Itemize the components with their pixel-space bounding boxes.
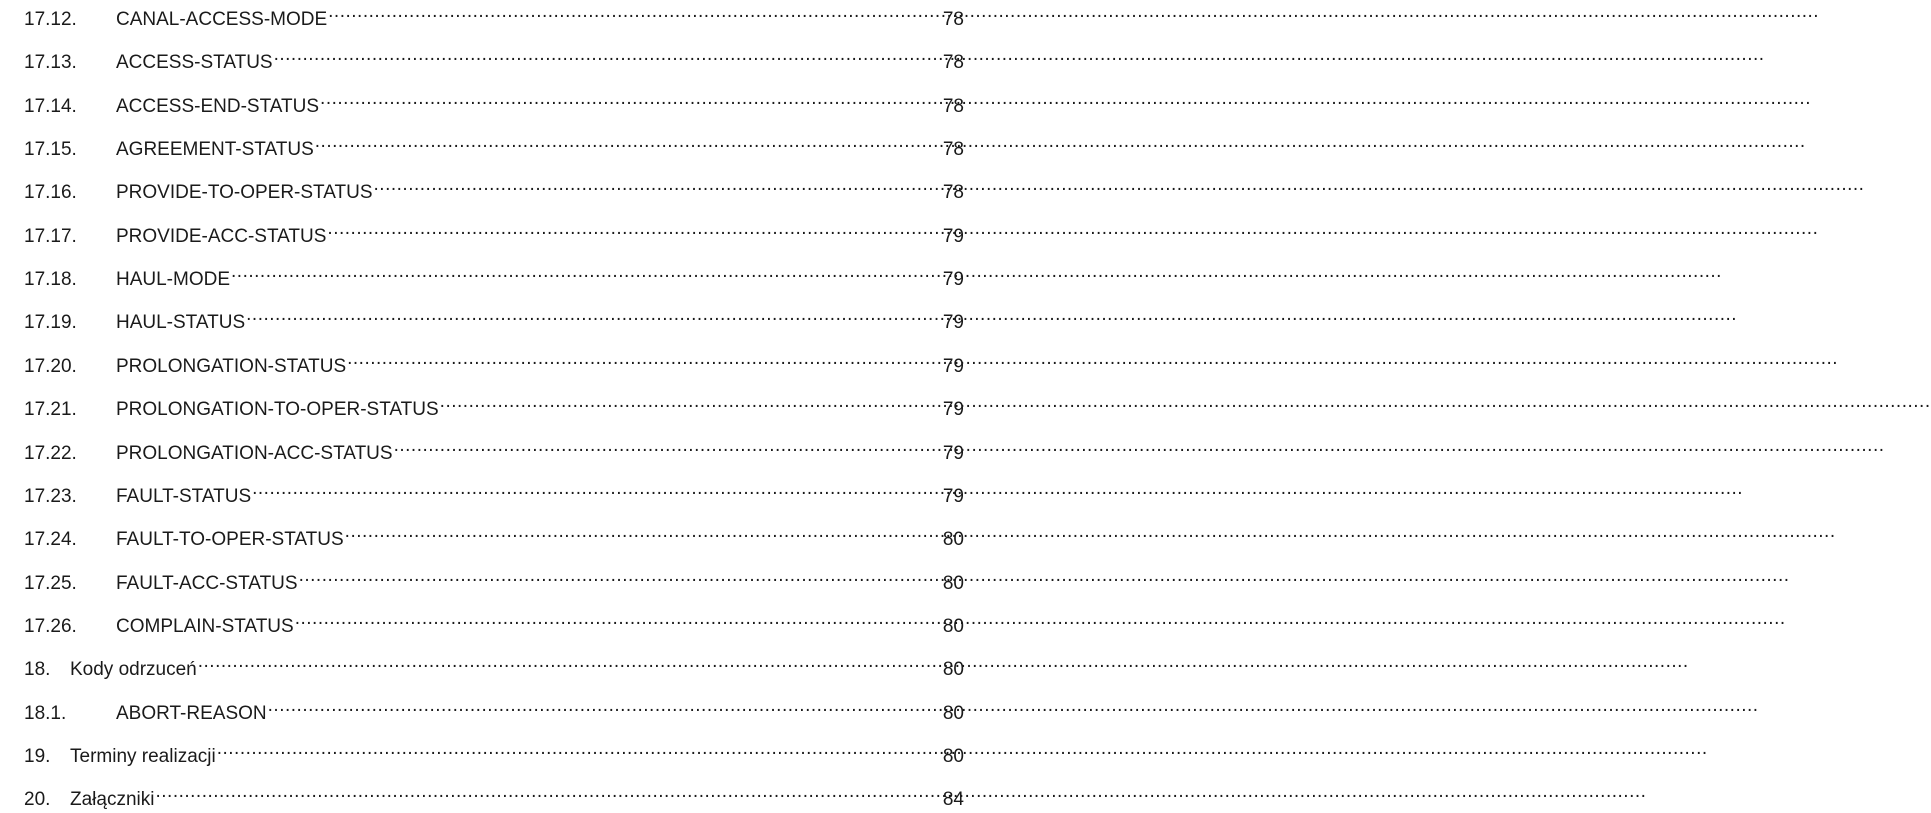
toc-dot-leader — [315, 129, 936, 155]
toc-entry-page-number[interactable]: 79 — [942, 355, 964, 377]
toc-dot-leader — [299, 563, 936, 589]
toc-entry-title[interactable]: Kody odrzuceń — [70, 659, 197, 681]
toc-dot-leader — [217, 736, 936, 762]
toc-entry[interactable] — [24, 519, 964, 551]
toc-entry-title[interactable]: PROLONGATION-TO-OPER-STATUS — [116, 399, 439, 421]
toc-entry-number: 17.21. — [24, 399, 77, 421]
toc-entry-page-number[interactable]: 79 — [942, 442, 964, 464]
toc-entry-page-number[interactable]: 78 — [942, 139, 964, 161]
toc-entry-page-number[interactable]: 78 — [942, 9, 964, 30]
toc-dot-leader — [246, 302, 936, 328]
toc-entry[interactable] — [24, 129, 964, 161]
toc-entry-page-number[interactable]: 80 — [942, 745, 964, 767]
toc-entry-number: 17.13. — [24, 52, 77, 74]
toc-entry-number: 17.20. — [24, 355, 77, 377]
toc-entry-title[interactable]: HAUL-STATUS — [116, 312, 246, 334]
toc-entry-title[interactable]: Załączniki — [70, 789, 155, 811]
toc-entry-title[interactable]: PROVIDE-TO-OPER-STATUS — [116, 182, 373, 204]
toc-entry-title[interactable]: PROLONGATION-STATUS — [116, 355, 347, 377]
toc-dot-leader — [345, 519, 936, 545]
toc-dot-leader — [394, 433, 936, 459]
toc-entry-title[interactable]: AGREEMENT-STATUS — [116, 139, 314, 161]
toc-entry-number: 17.25. — [24, 572, 77, 594]
toc-entry-page-number[interactable]: 80 — [942, 529, 964, 551]
toc-entry[interactable] — [24, 779, 964, 811]
toc-entry[interactable] — [24, 736, 964, 767]
toc-entry[interactable] — [24, 346, 964, 377]
toc-entry-number: 20. — [24, 789, 51, 811]
toc-entry-page-number[interactable]: 79 — [942, 312, 964, 334]
toc-entry-page-number[interactable]: 79 — [942, 399, 964, 421]
toc-entry-number: 18.1. — [24, 702, 67, 724]
toc-entry-number: 17.22. — [24, 442, 77, 464]
toc-dot-leader — [268, 693, 936, 719]
toc-entry-page-number[interactable]: 80 — [942, 659, 964, 681]
toc-entry[interactable] — [24, 649, 964, 681]
toc-entry-title[interactable]: CANAL-ACCESS-MODE — [116, 9, 328, 30]
toc-entry-number: 17.18. — [24, 269, 77, 291]
toc-entry-page-number[interactable]: 79 — [942, 269, 964, 291]
toc-entry-page-number[interactable]: 78 — [942, 95, 964, 117]
toc-dot-leader — [252, 476, 936, 502]
toc-entry-page-number[interactable]: 84 — [942, 789, 964, 811]
toc-entry-title[interactable]: PROVIDE-ACC-STATUS — [116, 225, 327, 247]
toc-dot-leader — [374, 172, 936, 198]
toc-entry-number: 17.19. — [24, 312, 77, 334]
toc-dot-leader — [347, 346, 936, 372]
toc-entry[interactable] — [24, 86, 964, 117]
toc-entry[interactable] — [24, 433, 964, 464]
toc-entry-number: 17.24. — [24, 529, 77, 551]
toc-dot-leader — [155, 779, 936, 805]
toc-entry-number: 19. — [24, 745, 51, 767]
toc-entry-title[interactable]: FAULT-ACC-STATUS — [116, 572, 298, 594]
toc-entry-title[interactable]: ACCESS-STATUS — [116, 52, 273, 74]
toc-entry-title[interactable]: FAULT-STATUS — [116, 485, 252, 507]
toc-dot-leader — [327, 216, 936, 242]
toc-entry[interactable] — [24, 389, 964, 421]
toc-entry-title[interactable]: FAULT-TO-OPER-STATUS — [116, 529, 344, 551]
toc-entry-title[interactable]: ABORT-REASON — [116, 702, 267, 724]
toc-entry-page-number[interactable]: 79 — [942, 485, 964, 507]
toc-entry-title[interactable]: HAUL-MODE — [116, 269, 231, 291]
toc-entry-page-number[interactable]: 78 — [942, 52, 964, 74]
toc-dot-leader — [274, 42, 936, 68]
toc-entry-number: 17.26. — [24, 615, 77, 637]
toc-entry-title[interactable]: PROLONGATION-ACC-STATUS — [116, 442, 393, 464]
toc-entry[interactable] — [24, 476, 964, 507]
toc-entry-number: 17.12. — [24, 9, 77, 30]
toc-entry-number: 17.15. — [24, 139, 77, 161]
toc-entry[interactable] — [24, 42, 964, 74]
toc-entry-title[interactable]: Terminy realizacji — [70, 745, 216, 767]
toc-entry[interactable] — [24, 0, 964, 30]
toc-dot-leader — [231, 259, 936, 285]
toc-dot-leader — [320, 86, 936, 112]
toc-entry-number: 17.14. — [24, 95, 77, 117]
toc-entry-page-number[interactable]: 80 — [942, 702, 964, 724]
toc-entry[interactable] — [24, 216, 964, 247]
toc-entry[interactable] — [24, 693, 964, 724]
toc-entry-number: 17.23. — [24, 485, 77, 507]
toc-dot-leader — [440, 389, 936, 415]
toc-entry[interactable] — [24, 172, 964, 204]
toc-entry-page-number[interactable]: 80 — [942, 572, 964, 594]
toc-dot-leader — [198, 649, 936, 675]
toc-entry-page-number[interactable]: 79 — [942, 225, 964, 247]
toc-entry[interactable] — [24, 259, 964, 291]
toc-entry-number: 17.17. — [24, 225, 77, 247]
toc-entry-title[interactable]: ACCESS-END-STATUS — [116, 95, 320, 117]
toc-entry[interactable] — [24, 606, 964, 637]
toc-entry[interactable] — [24, 302, 964, 334]
toc-entry-page-number[interactable]: 80 — [942, 615, 964, 637]
toc-entry-number: 17.16. — [24, 182, 77, 204]
toc-entry-title[interactable]: COMPLAIN-STATUS — [116, 615, 294, 637]
toc-dot-leader — [328, 0, 936, 25]
toc-entry-page-number[interactable]: 78 — [942, 182, 964, 204]
toc-dot-leader — [295, 606, 936, 632]
toc-entry[interactable] — [24, 563, 964, 594]
toc-entry-number: 18. — [24, 659, 51, 681]
